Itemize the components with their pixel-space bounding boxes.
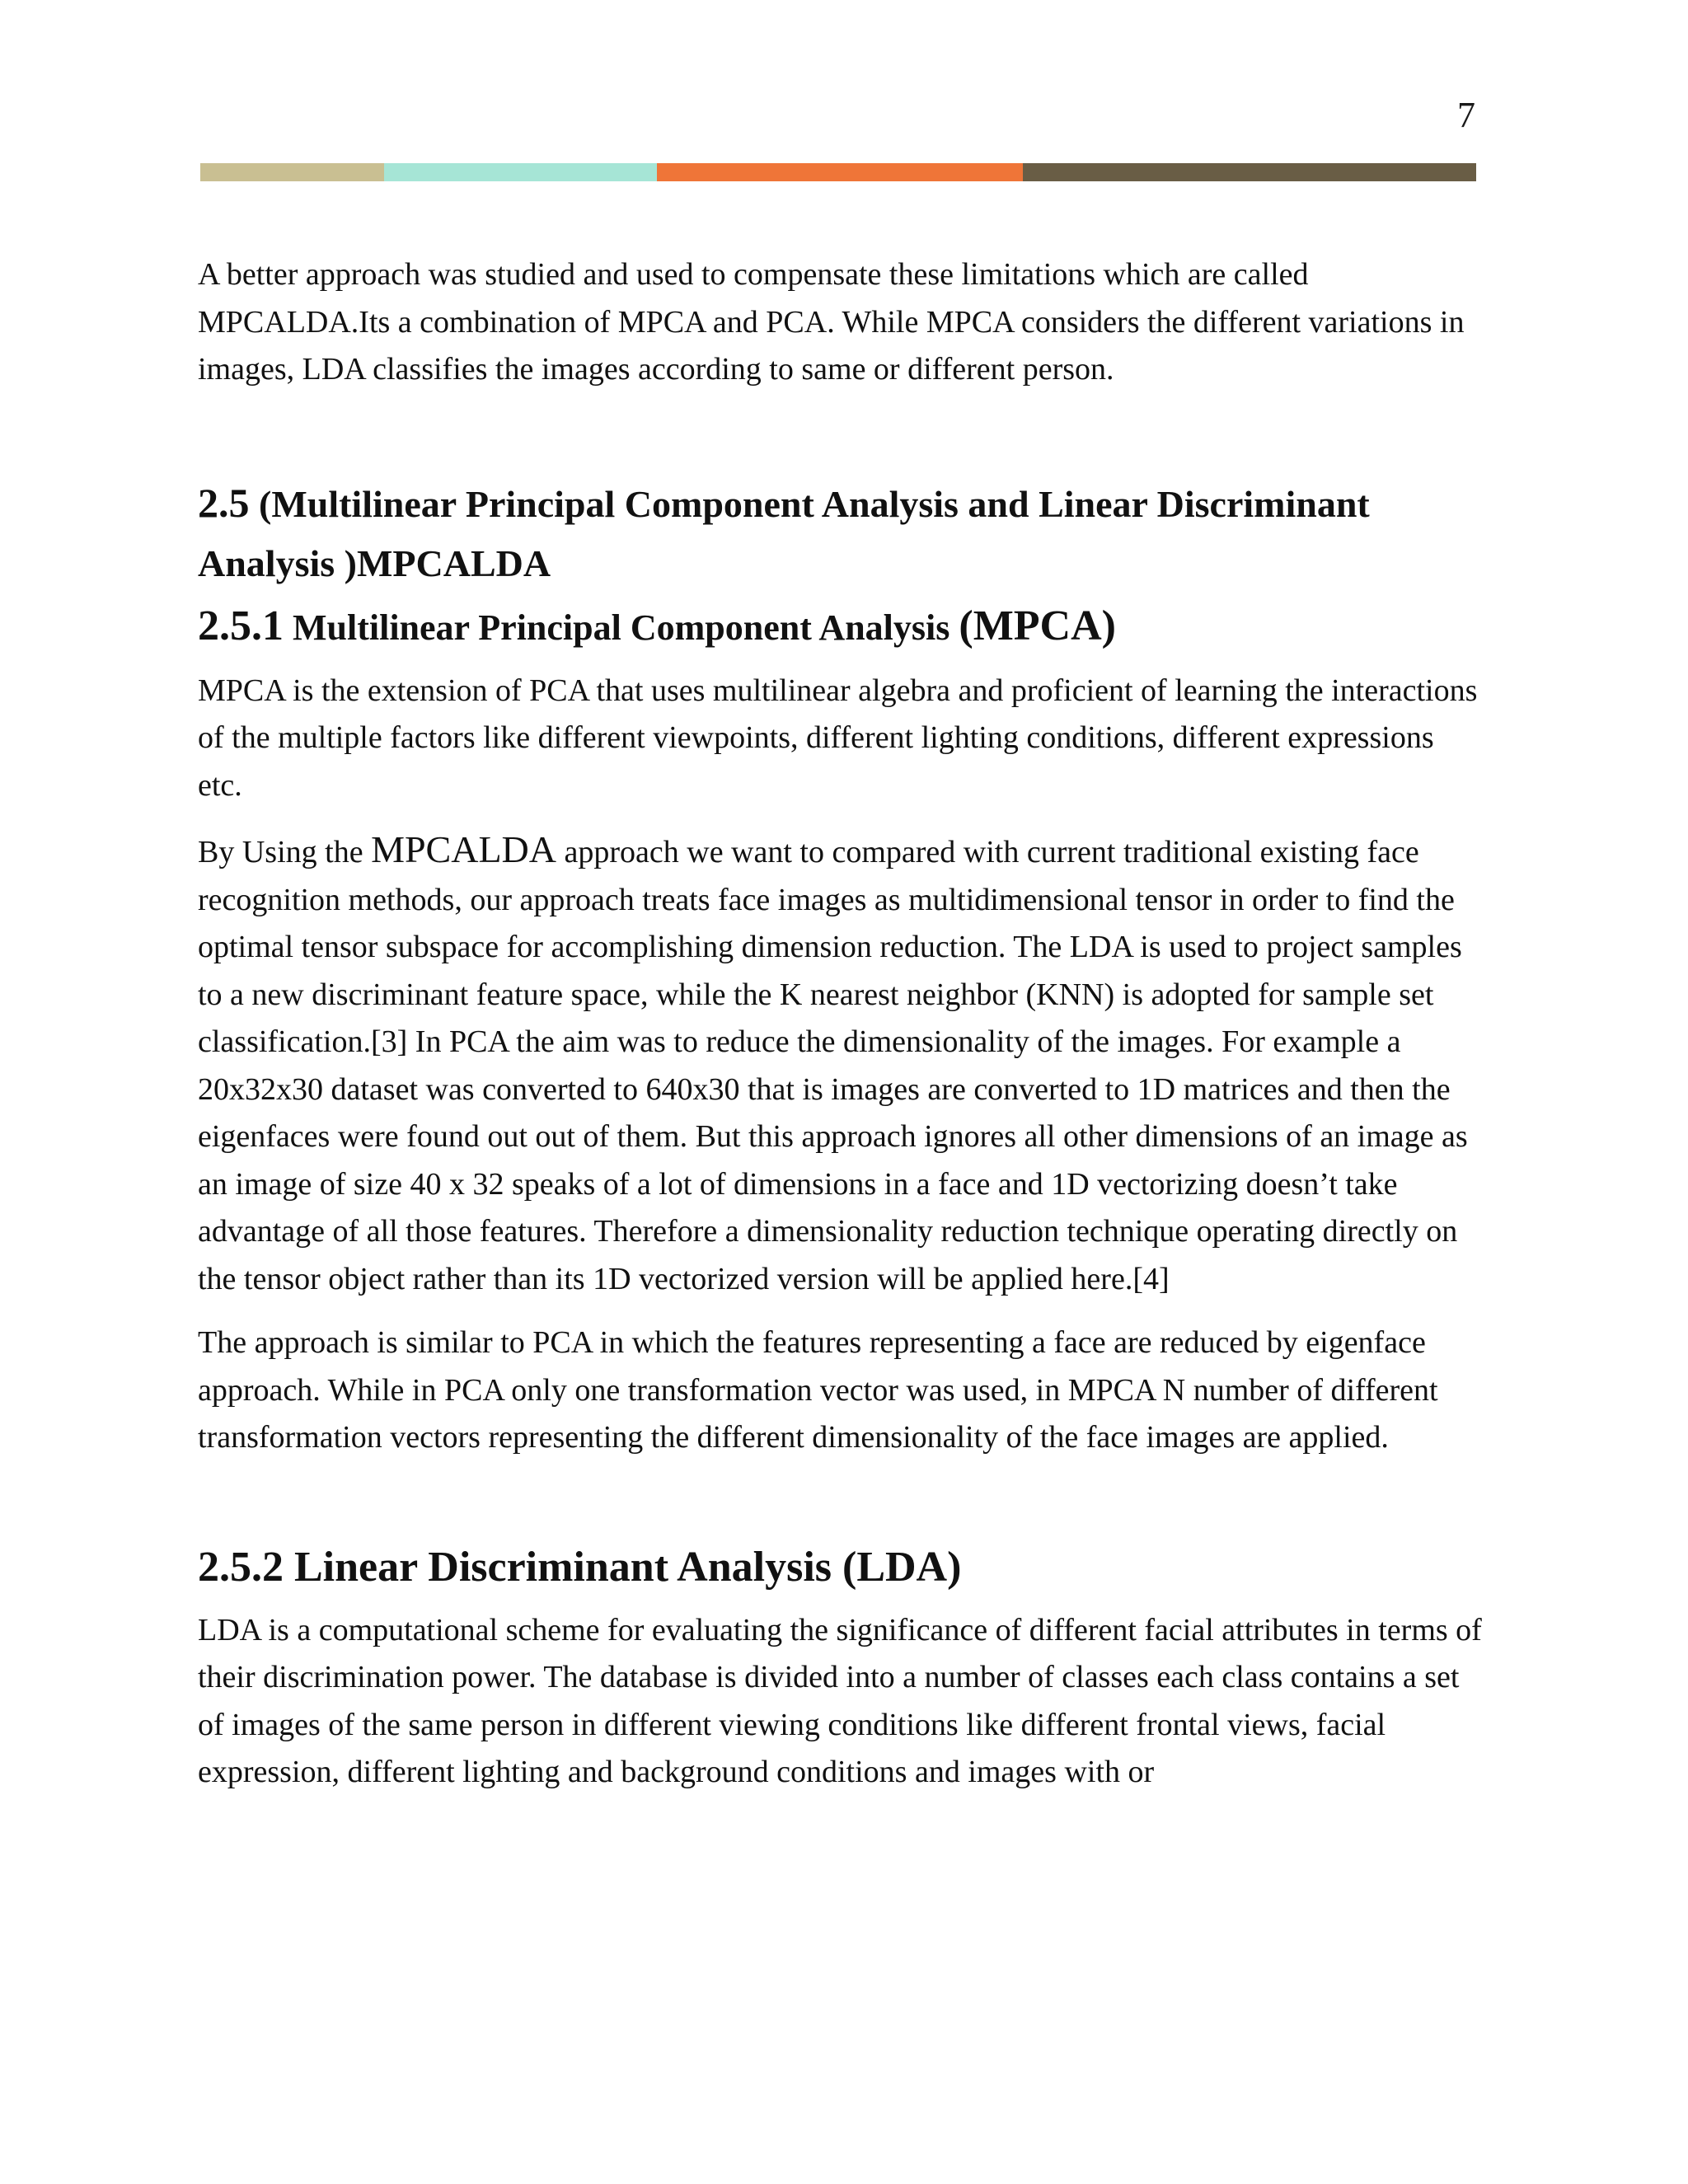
approach-term: MPCALDA <box>371 828 556 870</box>
pca-comparison-paragraph: The approach is similar to PCA in which the features representing a face are reduced by eigenface approach. While in PCA only one transformation vector was used, in MPCA N number of different transformation vectors representing the different dimensionality of the face images are applied. <box>198 1325 1438 1455</box>
section-number: 2.5 <box>198 479 250 526</box>
intro-paragraph: A better approach was studied and used to compensate these limitations which are called MPCALDA.Its a combination of MPCA and PCA. While MPCA considers the different variations in images, LDA classifies the images according to same or different person. <box>198 257 1465 387</box>
approach-body-text: approach we want to compared with current traditional existing face recognition methods, our approach treats face images as multidimensional tensor in order to find the optimal tensor subspace for accomplishing dimension reduction. The LDA is used to project samples to a new discriminant feature space, while the K nearest neighbor (KNN) is adopted for sample set classification.[3] In PCA the aim was to reduce the dimensionality of the images. For example a 20x32x30 dataset was converted to 640x30 that is images are converted to 1D matrices and then the eigenfaces were found out out of them. But this approach ignores all other dimensions of an image as an image of size 40 x 32 speaks of a lot of dimensions in a face and 1D vectorizing doesn’t take advantage of all those features. Therefore a dimensionality reduction technique operating directly on the tensor object rather than its 1D vectorized version will be applied here.[4] <box>198 835 1468 1296</box>
header-color-bar <box>200 163 1476 181</box>
header-bar-segment-1 <box>200 163 384 181</box>
header-bar-segment-4 <box>1023 163 1476 181</box>
section-title: (Multilinear Principal Component Analysis and Linear Discriminant Analysis )MPCALDA <box>198 482 1370 584</box>
section-heading-2-5 <box>198 473 1484 593</box>
subsection-heading-2-5-1 <box>198 602 1484 653</box>
header-bar-segment-3 <box>657 163 1023 181</box>
mpca-definition-paragraph: MPCA is the extension of PCA that uses multilinear algebra and proficient of learning the interactions of the multiple factors like different viewpoints, different lighting conditions, different expressions etc. <box>198 673 1478 803</box>
header-bar-segment-2 <box>384 163 657 181</box>
subsection-title: Multilinear Principal Component Analysis <box>293 607 950 648</box>
page-content <box>198 251 1484 1797</box>
mpcalda-approach-paragraph <box>198 826 1484 1303</box>
subsection-number: 2.5.1 <box>198 602 284 649</box>
subsection-abbreviation: (MPCA) <box>959 602 1116 649</box>
lda-paragraph: LDA is a computational scheme for evaluating the significance of different facial attributes in terms of their discrimination power. The database is divided into a number of classes each class contains a set of images of the same person in different viewing conditions like different frontal views, facial expression, different lighting and background conditions and images with or <box>198 1612 1482 1789</box>
subsection-heading-2-5-2: 2.5.2 Linear Discriminant Analysis (LDA) <box>198 1543 962 1591</box>
page-number: 7 <box>1457 95 1475 135</box>
approach-lead-text: By Using the <box>198 835 372 869</box>
